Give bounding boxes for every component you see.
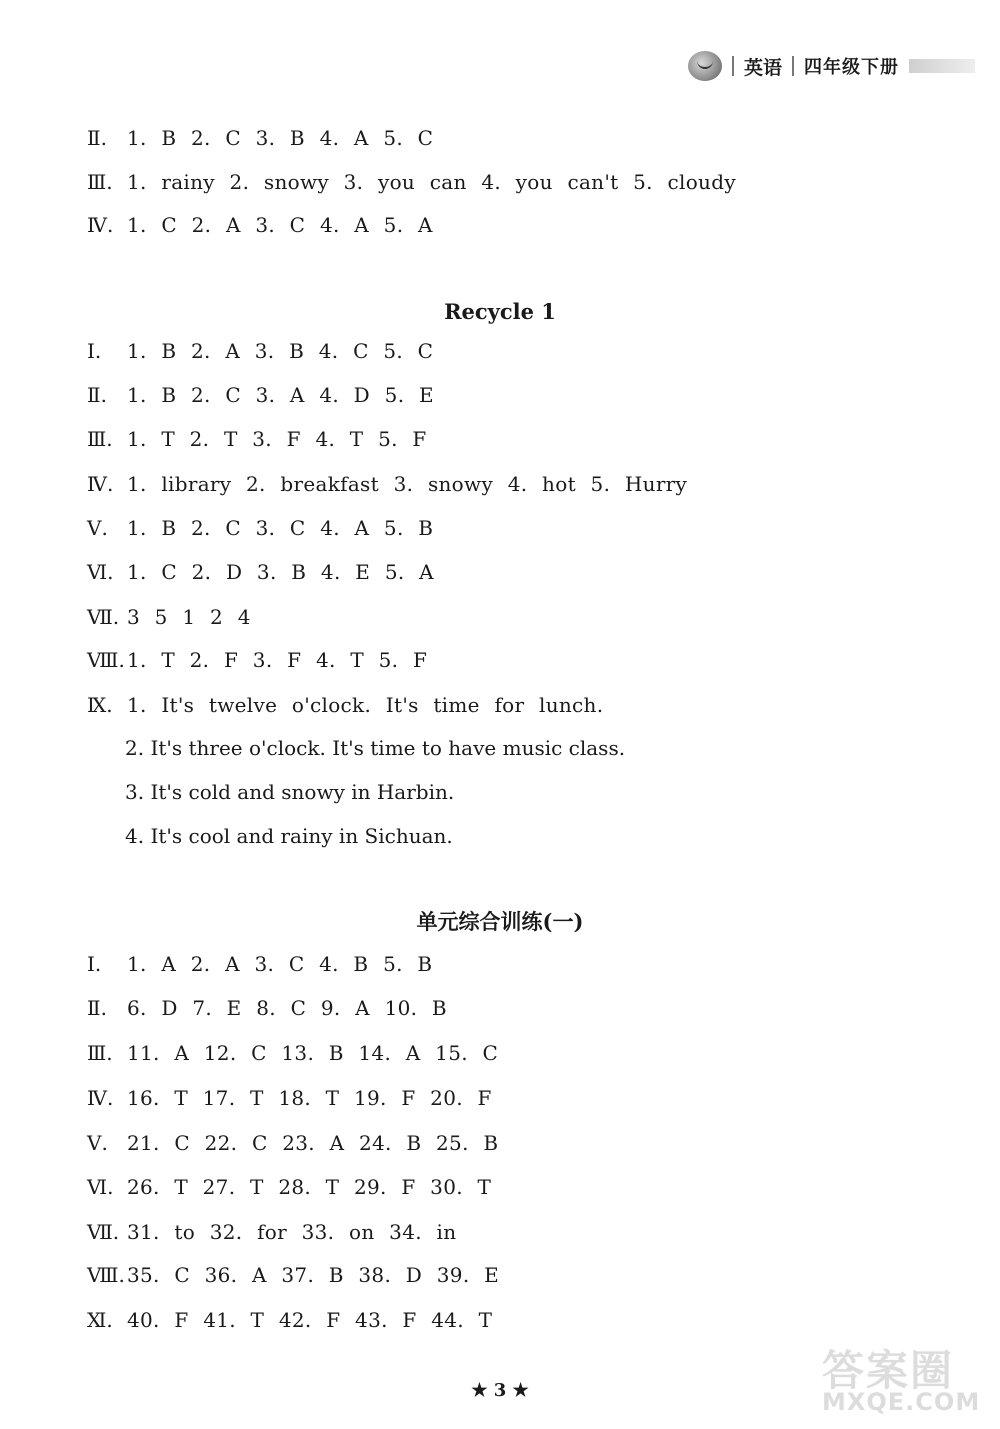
row-label: Ⅵ. (87, 1175, 114, 1199)
row-answers: 16. T 17. T 18. T 19. F 20. F (127, 1086, 492, 1110)
header-grade: 四年级下册 (804, 57, 900, 78)
row-label: Ⅳ. (87, 213, 114, 237)
answer-row (87, 512, 433, 544)
answer-row (87, 166, 736, 198)
row-answers: 31. to 32. for 33. on 34. in (127, 1220, 457, 1244)
row-answers: 35. C 36. A 37. B 38. D 39. E (127, 1263, 500, 1287)
row-label: Ⅱ. (87, 996, 107, 1020)
row-label: Ⅷ. (87, 1263, 125, 1287)
page-header (688, 44, 975, 88)
watermark-text-en: MXQE.COM (822, 1388, 981, 1416)
row-answers: 1. C 2. D 3. B 4. E 5. A (127, 560, 434, 584)
answer-row (87, 1082, 492, 1114)
answer-row (87, 948, 432, 980)
answer-subline: 3. It's cold and snowy in Harbin. (125, 780, 455, 804)
row-answers: 1. B 2. C 3. A 4. D 5. E (127, 383, 434, 407)
answer-row (87, 992, 447, 1024)
row-answers: 1. T 2. F 3. F 4. T 5. F (127, 648, 428, 672)
row-answers: 1. It's twelve o'clock. It's time for lunch. (127, 693, 604, 717)
row-answers: 1. B 2. C 3. B 4. A 5. C (127, 126, 434, 150)
answer-row (87, 689, 603, 721)
row-answers: 6. D 7. E 8. C 9. A 10. B (127, 996, 447, 1020)
row-label: Ⅸ. (87, 693, 113, 717)
answer-row (87, 1037, 498, 1069)
row-label: Ⅲ. (87, 1041, 113, 1065)
row-label: Ⅺ. (87, 1308, 113, 1332)
row-answers: 1. T 2. T 3. F 4. T 5. F (127, 427, 427, 451)
answer-row (87, 423, 427, 455)
answer-row (87, 1259, 499, 1291)
row-label: Ⅲ. (87, 170, 113, 194)
row-answers: 3 5 1 2 4 (127, 605, 251, 629)
row-label: Ⅱ. (87, 126, 107, 150)
header-fade-bar (909, 59, 975, 73)
answer-row (87, 335, 433, 367)
row-label: Ⅳ. (87, 472, 114, 496)
row-label: Ⅲ. (87, 427, 113, 451)
row-label: Ⅵ. (87, 560, 114, 584)
answer-subline: 2. It's three o'clock. It's time to have music class. (125, 736, 626, 760)
row-answers: 21. C 22. C 23. A 24. B 25. B (127, 1131, 499, 1155)
answer-row (87, 379, 434, 411)
row-label: Ⅷ. (87, 648, 125, 672)
row-answers: 1. B 2. C 3. C 4. A 5. B (127, 516, 434, 540)
section-title-recycle: Recycle 1 (444, 299, 556, 324)
row-answers: 1. library 2. breakfast 3. snowy 4. hot 5. Hurry (127, 472, 688, 496)
row-answers: 1. rainy 2. snowy 3. you can 4. you can't 5. cloudy (127, 170, 736, 194)
answer-row (87, 601, 251, 633)
answer-row (87, 468, 687, 500)
answer-row (87, 1127, 498, 1159)
row-answers: 11. A 12. C 13. B 14. A 15. C (127, 1041, 499, 1065)
header-divider (792, 56, 794, 76)
header-divider (732, 56, 734, 76)
answer-row (87, 209, 433, 241)
row-label: Ⅶ. (87, 605, 120, 629)
row-label: Ⅳ. (87, 1086, 114, 1110)
watermark-logo (822, 1338, 992, 1416)
watermark-text-cn: 答案圈 (822, 1346, 955, 1395)
row-answers: 40. F 41. T 42. F 43. F 44. T (127, 1308, 493, 1332)
page-number: ★ 3 ★ (471, 1380, 529, 1401)
answer-row (87, 1216, 456, 1248)
row-label: Ⅶ. (87, 1220, 120, 1244)
row-answers: 1. C 2. A 3. C 4. A 5. A (127, 213, 433, 237)
answer-row (87, 1304, 492, 1336)
row-label: Ⅴ. (87, 516, 108, 540)
answer-row (87, 644, 427, 676)
row-label: Ⅴ. (87, 1131, 108, 1155)
answer-row (87, 1171, 491, 1203)
section-title-unit: 单元综合训练(一) (416, 909, 584, 934)
answer-subline: 4. It's cool and rainy in Sichuan. (125, 824, 453, 848)
mascot-logo-icon (688, 51, 722, 81)
row-label: Ⅱ. (87, 383, 107, 407)
row-answers: 26. T 27. T 28. T 29. F 30. T (127, 1175, 492, 1199)
row-label: Ⅰ. (87, 952, 102, 976)
answer-row (87, 556, 434, 588)
row-answers: 1. B 2. A 3. B 4. C 5. C (127, 339, 434, 363)
answer-row (87, 122, 433, 154)
header-subject: 英语 (744, 56, 783, 79)
row-answers: 1. A 2. A 3. C 4. B 5. B (127, 952, 433, 976)
row-label: Ⅰ. (87, 339, 102, 363)
